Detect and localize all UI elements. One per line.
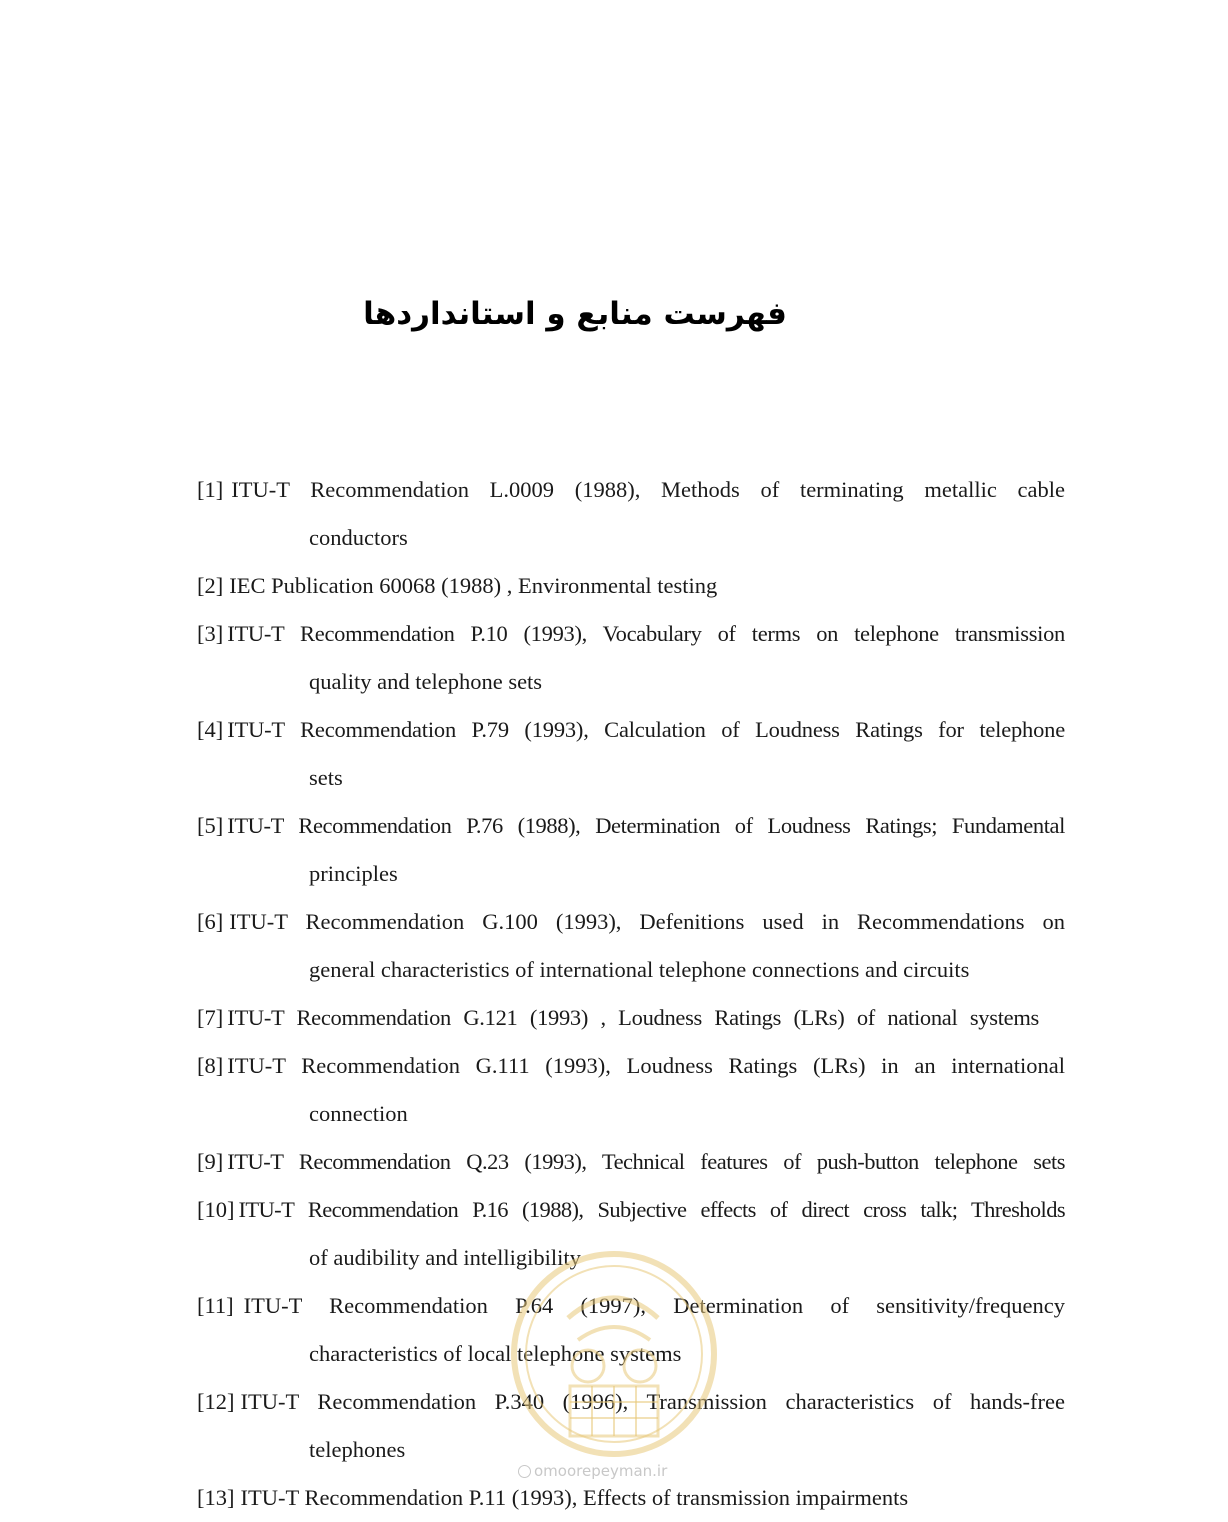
reference-item — [197, 1138, 1065, 1186]
reference-first-line — [197, 1474, 1065, 1522]
reference-label: [4] — [197, 717, 224, 742]
reference-label: [9] — [197, 1149, 224, 1174]
reference-label: [6] — [197, 909, 224, 934]
reference-label: [12] — [197, 1389, 235, 1414]
reference-text: ITU-T Recommendation L.0009 (1988), Methods of terminating metallic cable — [231, 477, 1065, 502]
reference-text: ITU-T Recommendation P.79 (1993), Calculation of Loudness Ratings for telephone — [227, 717, 1065, 742]
reference-item — [197, 802, 1065, 898]
watermark-url — [518, 1462, 718, 1480]
reference-text: ITU-T Recommendation P.340 (1996), Transmission characteristics of hands-free — [240, 1389, 1065, 1414]
reference-first-line — [197, 562, 1065, 610]
reference-label: [2] — [197, 573, 224, 598]
reference-continuation: quality and telephone sets — [309, 669, 543, 694]
reference-first-line — [197, 1282, 1065, 1330]
reference-continuation: general characteristics of international telephone connections and circuits — [309, 957, 970, 982]
reference-text: ITU-T Recommendation P.76 (1988), Determination of Loudness Ratings; Fundamental — [227, 813, 1065, 838]
reference-first-line — [197, 898, 1065, 946]
reference-text: ITU-T Recommendation G.100 (1993), Defenitions used in Recommendations on — [229, 909, 1065, 934]
reference-first-line — [197, 994, 1065, 1042]
reference-label: [3] — [197, 621, 224, 646]
watermark-url-text: omoorepeyman.ir — [534, 1462, 668, 1480]
reference-item — [197, 1186, 1065, 1282]
reference-text: ITU-T Recommendation G.121 (1993) , Loudness Ratings (LRs) of national systems — [227, 1005, 1039, 1030]
reference-item — [197, 1042, 1065, 1138]
reference-label: [10] — [197, 1197, 235, 1222]
reference-first-line — [197, 610, 1065, 658]
reference-item — [197, 1474, 1065, 1522]
reference-continuation: connection — [309, 1101, 408, 1126]
reference-continuation: principles — [309, 861, 398, 886]
reference-list — [197, 466, 1065, 1522]
reference-text: ITU-T Recommendation G.111 (1993), Loudness Ratings (LRs) in an international — [227, 1053, 1065, 1078]
reference-first-line — [197, 1138, 1065, 1186]
reference-first-line — [197, 802, 1065, 850]
reference-item — [197, 1378, 1065, 1474]
reference-item — [197, 610, 1065, 706]
reference-text: ITU-T Recommendation P.10 (1993), Vocabulary of terms on telephone transmission — [227, 621, 1065, 646]
reference-label: [5] — [197, 813, 224, 838]
reference-label: [11] — [197, 1293, 234, 1318]
reference-continuation: characteristics of local telephone systems — [309, 1341, 682, 1366]
reference-first-line — [197, 1378, 1065, 1426]
page-title: فهرست منابع و استانداردها — [363, 296, 787, 332]
reference-first-line — [197, 706, 1065, 754]
reference-text: ITU-T Recommendation P.11 (1993), Effects of transmission impairments — [240, 1485, 909, 1510]
reference-item — [197, 466, 1065, 562]
reference-label: [13] — [197, 1485, 235, 1510]
reference-text: ITU-T Recommendation P.64 (1997), Determination of sensitivity/frequency — [243, 1293, 1065, 1318]
reference-continuation: of audibility and intelligibility — [309, 1245, 581, 1270]
reference-item — [197, 994, 1065, 1042]
reference-first-line — [197, 466, 1065, 514]
reference-item — [197, 1282, 1065, 1378]
reference-label: [1] — [197, 477, 224, 502]
reference-item — [197, 562, 1065, 610]
reference-item — [197, 898, 1065, 994]
reference-label: [7] — [197, 1005, 224, 1030]
reference-first-line — [197, 1186, 1065, 1234]
reference-first-line — [197, 1042, 1065, 1090]
reference-continuation: sets — [309, 765, 343, 790]
reference-text: ITU-T Recommendation P.16 (1988), Subjective effects of direct cross talk; Thresholds — [238, 1197, 1065, 1222]
reference-text: IEC Publication 60068 (1988) , Environmental testing — [229, 573, 718, 598]
reference-continuation: conductors — [309, 525, 408, 550]
reference-continuation: telephones — [309, 1437, 406, 1462]
globe-icon — [518, 1465, 531, 1478]
reference-label: [8] — [197, 1053, 224, 1078]
reference-text: ITU-T Recommendation Q.23 (1993), Technical features of push-button telephone sets — [227, 1149, 1065, 1174]
reference-item — [197, 706, 1065, 802]
